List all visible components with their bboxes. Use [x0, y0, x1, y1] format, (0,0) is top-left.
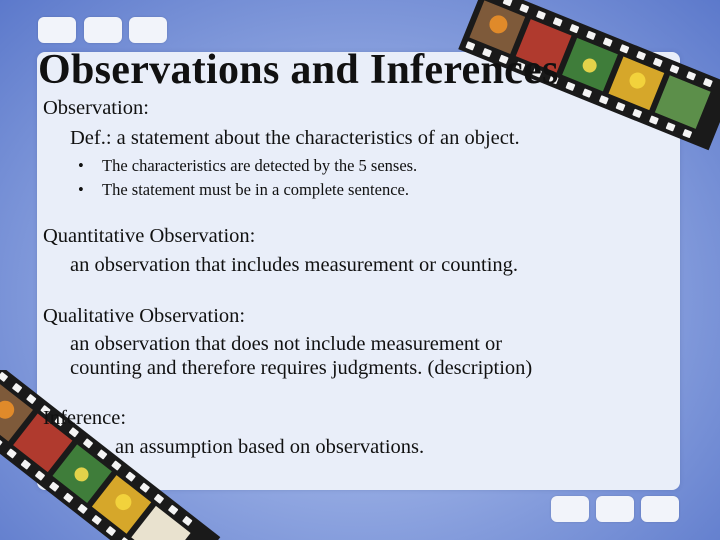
- bullet-item: [78, 156, 417, 176]
- observation-heading: Observation:: [43, 97, 149, 119]
- bullet-text: The characteristics are detected by the 5 senses.: [102, 156, 418, 175]
- qualitative-line: counting and therefore requires judgments. (description): [70, 357, 533, 379]
- decor-tile: [84, 17, 122, 43]
- decor-tile: [641, 496, 679, 522]
- qualitative-line: an observation that does not include measurement or: [70, 333, 503, 355]
- decor-tile: [38, 17, 76, 43]
- bullet-icon: •: [78, 180, 84, 199]
- observation-definition: Def.: a statement about the characteristics of an object.: [70, 127, 520, 149]
- inference-heading: Inference:: [43, 407, 127, 429]
- slide-title: Observations and Inferences: [38, 47, 559, 93]
- inference-text: an assumption based on observations.: [115, 436, 425, 458]
- bullet-text: The statement must be in a complete sentence.: [102, 180, 409, 199]
- bullet-item: [78, 180, 409, 200]
- decor-tile: [551, 496, 589, 522]
- quantitative-heading: Quantitative Observation:: [43, 225, 256, 247]
- decor-tile: [596, 496, 634, 522]
- quantitative-text: an observation that includes measurement or counting.: [70, 254, 519, 276]
- decor-tile: [129, 17, 167, 43]
- bullet-icon: •: [78, 156, 84, 175]
- qualitative-heading: Qualitative Observation:: [43, 305, 246, 327]
